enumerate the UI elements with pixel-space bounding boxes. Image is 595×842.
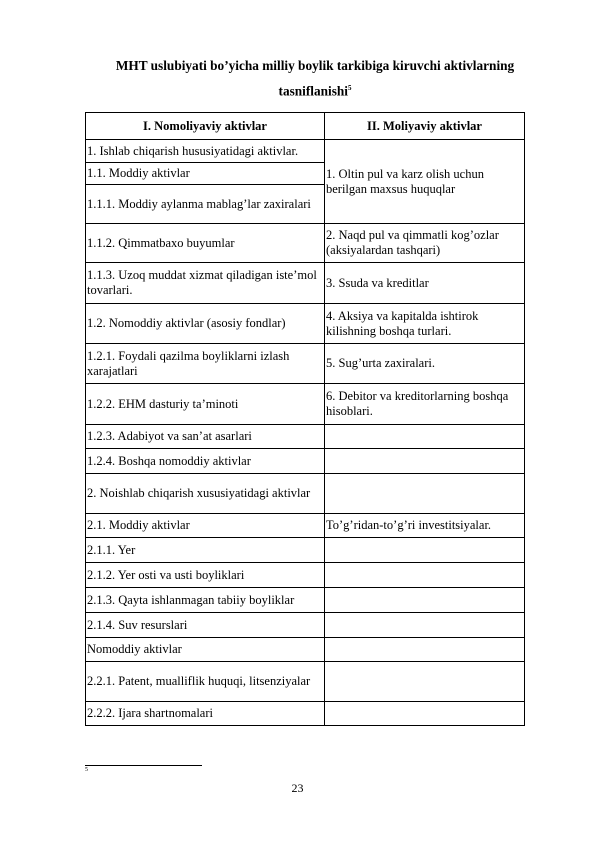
- table-cell-right: 6. Debitor va kreditorlarning boshqa hisoblari.: [325, 384, 525, 425]
- table-row: [86, 702, 525, 726]
- page-title: [100, 55, 530, 102]
- table-cell-right: [325, 613, 525, 638]
- table-cell-left: 1.2.4. Boshqa nomoddiy aktivlar: [86, 449, 325, 474]
- header-financial-assets: II. Moliyaviy aktivlar: [325, 113, 525, 140]
- table-row: [86, 425, 525, 449]
- table-row: [86, 140, 525, 163]
- table-header-row: [86, 113, 525, 140]
- table-cell-left: 2.1.4. Suv resurslari: [86, 613, 325, 638]
- table-row: [86, 344, 525, 384]
- table-cell-left: 1.2. Nomoddiy aktivlar (asosiy fondlar): [86, 304, 325, 344]
- table-cell-left: 2.2.1. Patent, mualliflik huquqi, litsenziyalar: [86, 662, 325, 702]
- table-row: [86, 588, 525, 613]
- table-row: [86, 474, 525, 514]
- table-row: [86, 224, 525, 263]
- table-cell-left: 1. Ishlab chiqarish hususiyatidagi aktivlar.: [86, 140, 325, 163]
- table-row: [86, 384, 525, 425]
- page-number: 23: [291, 781, 304, 795]
- footnote-separator: [85, 765, 202, 766]
- table-row: [86, 449, 525, 474]
- table-cell-right: To’g’ridan-to’g’ri investitsiyalar.: [325, 514, 525, 538]
- table-row: [86, 263, 525, 304]
- table-cell-left: 1.1.2. Qimmatbaxo buyumlar: [86, 224, 325, 263]
- table-cell-right: [325, 662, 525, 702]
- table-cell-left: 1.1.1. Moddiy aylanma mablag’lar zaxiralari: [86, 185, 325, 224]
- table-cell-right: 4. Aksiya va kapitalda ishtirok kilishning boshqa turlari.: [325, 304, 525, 344]
- table-cell-left: 2.1.1. Yer: [86, 538, 325, 563]
- table-row: [86, 662, 525, 702]
- table-cell-left: 2. Noishlab chiqarish xususiyatidagi aktivlar: [86, 474, 325, 514]
- table-row: [86, 538, 525, 563]
- table-row: [86, 563, 525, 588]
- table-cell-right: [325, 638, 525, 662]
- table-cell-left: 1.2.1. Foydali qazilma boyliklarni izlash xarajatlari: [86, 344, 325, 384]
- table-cell-left: Nomoddiy aktivlar: [86, 638, 325, 662]
- table-cell-left: 1.2.3. Adabiyot va san’at asarlari: [86, 425, 325, 449]
- table-cell-right: [325, 563, 525, 588]
- table-row: [86, 514, 525, 538]
- footnote-ref: 5: [347, 84, 352, 92]
- footnote-mark: 5: [85, 767, 88, 773]
- assets-classification-table: [85, 112, 525, 726]
- header-non-financial-assets: I. Nomoliyaviy aktivlar: [86, 113, 325, 140]
- table-cell-left: 1.1. Moddiy aktivlar: [86, 163, 325, 185]
- table-cell-right: [325, 449, 525, 474]
- table-cell-right: 1. Oltin pul va karz olish uchun berilgan maxsus huquqlar: [325, 140, 525, 224]
- table-cell-right: [325, 425, 525, 449]
- table-cell-right: [325, 702, 525, 726]
- table-cell-right: 2. Naqd pul va qimmatli kog’ozlar (aksiyalardan tashqari): [325, 224, 525, 263]
- table-row: [86, 304, 525, 344]
- table-row: [86, 638, 525, 662]
- table-cell-right: [325, 538, 525, 563]
- table-cell-left: 1.2.2. EHM dasturiy ta’minoti: [86, 384, 325, 425]
- table-cell-right: [325, 588, 525, 613]
- table-row: [86, 613, 525, 638]
- table-cell-right: 3. Ssuda va kreditlar: [325, 263, 525, 304]
- table-cell-left: 1.1.3. Uzoq muddat xizmat qiladigan iste’mol tovarlari.: [86, 263, 325, 304]
- title-text: MHT uslubiyati bo’yicha milliy boylik tarkibiga kiruvchi aktivlarning tasniflanishi: [115, 58, 515, 99]
- table-cell-left: 2.1.3. Qayta ishlanmagan tabiiy boyliklar: [86, 588, 325, 613]
- table-cell-left: 2.2.2. Ijara shartnomalari: [86, 702, 325, 726]
- table-cell-left: 2.1. Moddiy aktivlar: [86, 514, 325, 538]
- table-cell-left: 2.1.2. Yer osti va usti boyliklari: [86, 563, 325, 588]
- table-cell-right: [325, 474, 525, 514]
- table-cell-right: 5. Sug’urta zaxiralari.: [325, 344, 525, 384]
